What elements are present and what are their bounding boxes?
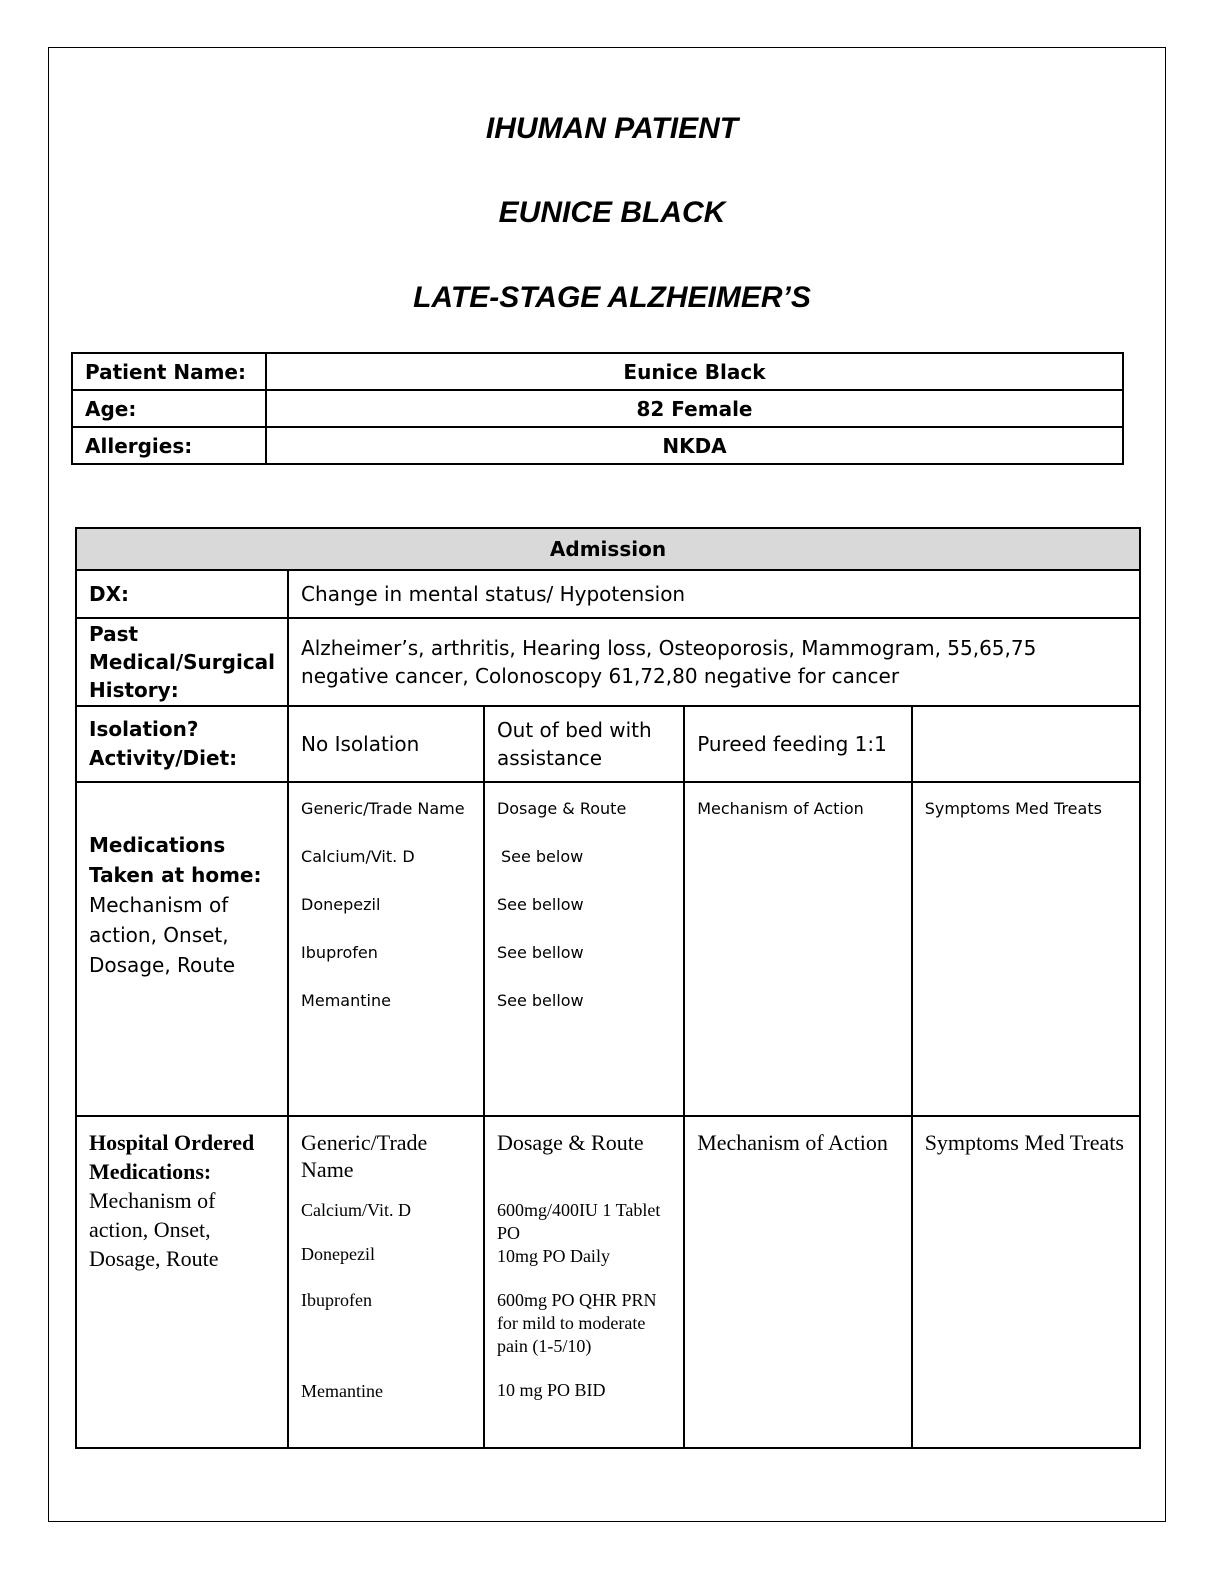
empty-cell xyxy=(912,706,1140,782)
home-med-name: Memantine xyxy=(301,991,391,1010)
home-med-dosage: See bellow xyxy=(496,895,584,914)
allergies-value: NKDA xyxy=(266,427,1123,464)
dx-label: DX: xyxy=(76,570,288,618)
home-mechanism-header: Mechanism of Action xyxy=(697,799,864,818)
hospital-names-header: Generic/Trade Name xyxy=(301,1130,428,1182)
table-row xyxy=(76,570,1140,618)
hospital-meds-label xyxy=(76,1116,288,1448)
hospital-meds-label-rest: Mechanism of action, Onset, Dosage, Route xyxy=(89,1188,219,1271)
patient-info-table xyxy=(71,352,1124,465)
home-meds-dosages xyxy=(484,782,684,1116)
table-row xyxy=(72,353,1123,390)
home-dosage-header: Dosage & Route xyxy=(496,799,627,818)
hospital-med-dosage: 10mg PO Daily xyxy=(496,1246,610,1266)
title-line-2: EUNICE BLACK xyxy=(498,196,726,229)
patient-name-value: Eunice Black xyxy=(266,353,1123,390)
admission-table xyxy=(75,527,1141,1449)
hospital-med-name: Ibuprofen xyxy=(301,1290,373,1310)
hospital-meds-names xyxy=(288,1116,484,1448)
activity-value: Out of bed with assistance xyxy=(484,706,684,782)
hospital-meds-symptoms xyxy=(912,1116,1140,1448)
hospital-med-dosage: 600mg PO QHR PRN for mild to moderate pain (1-5/10) xyxy=(496,1290,657,1356)
table-row xyxy=(76,1116,1140,1448)
age-value: 82 Female xyxy=(266,390,1123,427)
home-meds-names xyxy=(288,782,484,1116)
home-med-dosage: See bellow xyxy=(496,991,584,1010)
admission-header: Admission xyxy=(76,528,1140,570)
patient-name-label: Patient Name: xyxy=(72,353,266,390)
hospital-meds-mechanism xyxy=(684,1116,912,1448)
table-row xyxy=(76,528,1140,570)
title-line-3: LATE-STAGE ALZHEIMER’S xyxy=(413,281,811,314)
home-med-name: Donepezil xyxy=(301,895,381,914)
home-names-header: Generic/Trade Name xyxy=(301,799,465,818)
history-value: Alzheimer’s, arthritis, Hearing loss, Osteoporosis, Mammogram, 55,65,75 negative cancer, Colonoscopy 61,72,80 negative for cancer xyxy=(288,618,1140,706)
hospital-med-name: Donepezil xyxy=(301,1244,376,1264)
table-row xyxy=(76,618,1140,706)
title-line-1: IHUMAN PATIENT xyxy=(485,112,739,145)
home-med-dosage: See bellow xyxy=(496,943,584,962)
table-row xyxy=(72,390,1123,427)
home-meds-label-rest: Mechanism of action, Onset, Dosage, Route xyxy=(89,893,236,977)
hospital-med-name: Calcium/Vit. D xyxy=(301,1200,411,1220)
dx-value: Change in mental status/ Hypotension xyxy=(288,570,1140,618)
home-meds-label xyxy=(76,782,288,1116)
home-med-name: Ibuprofen xyxy=(301,943,378,962)
table-row xyxy=(72,427,1123,464)
home-meds-mechanism xyxy=(684,782,912,1116)
hospital-meds-dosages xyxy=(484,1116,684,1448)
home-symptoms-header: Symptoms Med Treats xyxy=(924,799,1102,818)
hospital-mechanism-header: Mechanism of Action xyxy=(697,1130,888,1155)
history-label: Past Medical/Surgical History: xyxy=(76,618,288,706)
allergies-label: Allergies: xyxy=(72,427,266,464)
table-row xyxy=(76,706,1140,782)
hospital-symptoms-header: Symptoms Med Treats xyxy=(924,1130,1124,1155)
isolation-label: Isolation? Activity/Diet: xyxy=(76,706,288,782)
table-row xyxy=(76,782,1140,1116)
hospital-dosage-header: Dosage & Route xyxy=(496,1130,644,1155)
hospital-med-dosage: 600mg/400IU 1 Tablet PO xyxy=(496,1200,661,1243)
hospital-med-dosage: 10 mg PO BID xyxy=(496,1380,606,1400)
isolation-value: No Isolation xyxy=(288,706,484,782)
home-med-name: Calcium/Vit. D xyxy=(301,847,415,866)
diet-value: Pureed feeding 1:1 xyxy=(684,706,912,782)
home-meds-label-bold: Medications Taken at home: xyxy=(89,833,262,887)
home-med-dosage: See below xyxy=(500,847,584,866)
hospital-med-name: Memantine xyxy=(301,1381,384,1401)
age-label: Age: xyxy=(72,390,266,427)
hospital-meds-label-bold: Hospital Ordered Medications: xyxy=(89,1130,255,1184)
home-meds-symptoms xyxy=(912,782,1140,1116)
